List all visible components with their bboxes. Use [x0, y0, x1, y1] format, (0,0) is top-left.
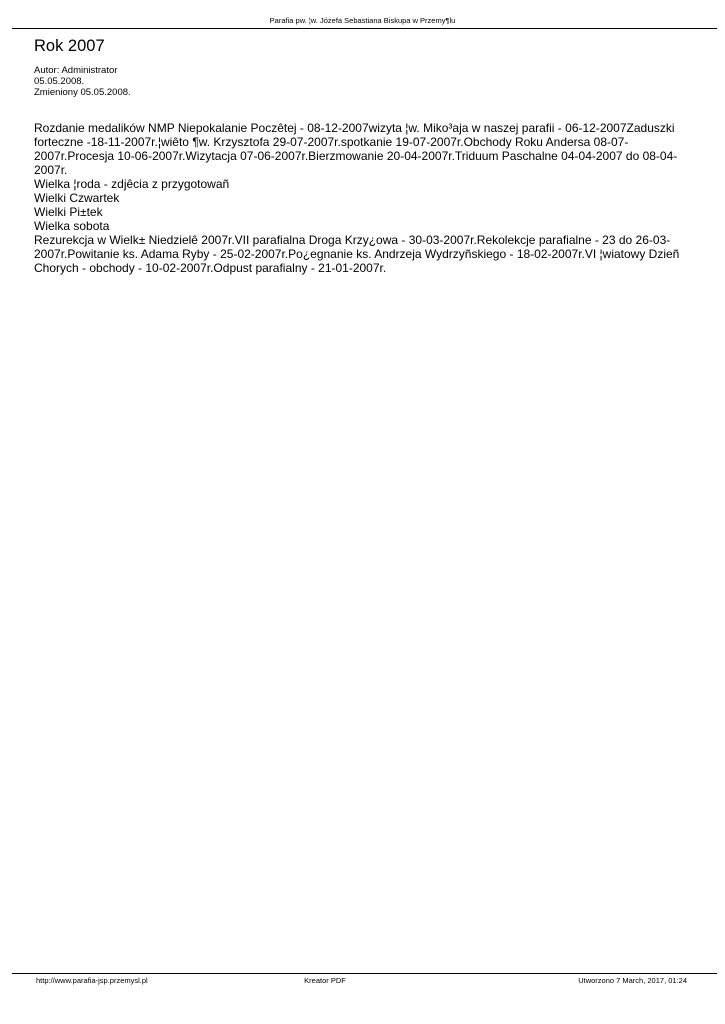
paragraph-events-early-2007: Rezurekcja w Wielk± Niedzielê 2007r.VII parafialna Droga Krzy¿owa - 30-03-2007r.Rekolekcje parafialne - 23 do 26-03-2007r.Powitanie ks. Adama Ryby - 25-02-2007r.Po¿egnanie ks. Andrzeja Wydrzyñskiego - 18-02-2007r.VI ¦wiatowy Dzieñ Chorych - obchody - 10-02-2007r.Odpust parafialny - 21-01-2007r. [34, 233, 680, 275]
footer-creator: Kreator PDF [304, 976, 346, 985]
paragraph-holy-saturday: Wielka sobota [34, 219, 110, 233]
site-title: Parafia pw. ¦w. Józefa Sebastiana Biskupa w Przemy¶lu [269, 16, 456, 25]
author-line: Autor: Administrator [34, 65, 118, 76]
paragraph-holy-thursday: Wielki Czwartek [34, 191, 120, 205]
paragraph-holy-wednesday: Wielka ¦roda - zdjêcia z przygotowañ [34, 177, 230, 191]
header-divider [12, 28, 717, 29]
footer-divider [12, 973, 717, 974]
article-meta [34, 65, 131, 98]
created-date: 05.05.2008. [34, 76, 85, 87]
article-title: Rok 2007 [34, 37, 105, 55]
paragraph-good-friday: Wielki Pi±tek [34, 205, 103, 219]
footer-created-date: Utworzono 7 March, 2017, 01:24 [578, 976, 687, 985]
paragraph-events-late-2007: Rozdanie medalików NMP Niepokalanie Poczêtej - 08-12-2007wizyta ¦w. Miko³aja w naszej parafii - 06-12-2007Zaduszki forteczne -18-11-2007r.¦wiêto ¶w. Krzysztofa 29-07-2007r.spotkanie 19-07-2007r.Obchody Roku Andersa 08-07-2007r.Procesja 10-06-2007r.Wizytacja 07-06-2007r.Bierzmowanie 20-04-2007r.Triduum Paschalne 04-04-2007 do 08-04-2007r. [34, 121, 678, 177]
article-body [34, 121, 694, 275]
modified-date: Zmieniony 05.05.2008. [34, 87, 131, 98]
footer-url: http://www.parafia-jsp.przemysl.pl [36, 976, 148, 985]
